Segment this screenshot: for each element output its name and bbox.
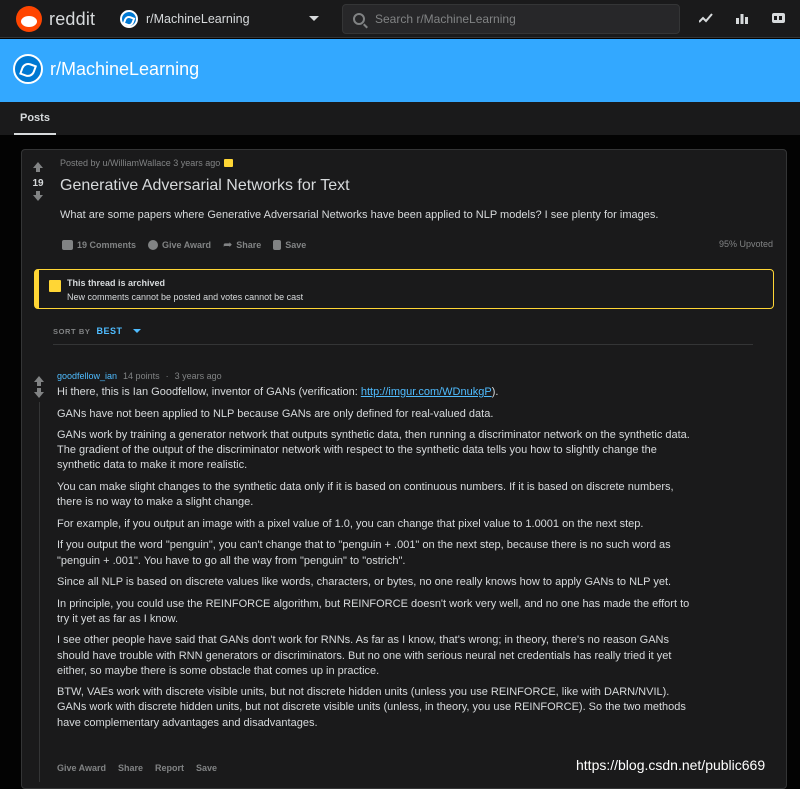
comment-paragraph: For example, if you output an image with a pixel value of 1.0, you can change that pixel value to 1.0001 on the next step. <box>57 517 644 530</box>
sort-value: BEST <box>96 326 123 336</box>
comment-paragraph: GANs have not been applied to NLP because GANs are only defined for real-valued data. <box>57 407 494 420</box>
upvote-icon[interactable] <box>33 162 43 168</box>
comment-paragraph: In principle, you could use the REINFORCE algorithm, but REINFORCE doesn't work very well, and no one has made the effort to try it yet as far as I know. <box>57 597 690 625</box>
archived-description: New comments cannot be posted and votes cannot be cast <box>67 292 304 302</box>
comment-actions <box>57 763 217 773</box>
sort-selector[interactable] <box>53 326 141 336</box>
community-banner <box>0 39 800 102</box>
comment-intro-end: ). <box>491 386 499 398</box>
post-meta-text: Posted by u/WilliamWallace 3 years ago <box>60 158 221 168</box>
comment-author[interactable]: goodfellow_ian <box>57 371 118 381</box>
search-icon <box>353 13 365 25</box>
divider <box>53 344 753 345</box>
community-tabs <box>0 102 800 135</box>
brand-wordmark: reddit <box>49 8 96 29</box>
comment-paragraph: GANs work by training a generator network that outputs synthetic data, then running a discriminator network on the synthetic data. The gradient of the output of the discriminator network with respect to the synthetic data tells you how to slightly change the synthetic data to make it more realistic. <box>57 429 690 472</box>
sort-label: SORT BY <box>53 326 91 336</box>
upvote-ratio: 95% Upvoted <box>718 239 773 249</box>
share-button[interactable] <box>221 238 263 251</box>
community-avatar-icon <box>13 54 43 84</box>
post-meta <box>60 158 233 168</box>
closed-captions-icon[interactable] <box>770 10 786 26</box>
search-bar[interactable] <box>342 4 680 34</box>
chevron-down-icon <box>309 16 319 21</box>
stats-icon[interactable] <box>734 10 750 26</box>
community-selector[interactable] <box>112 4 327 34</box>
comment-paragraph <box>57 385 697 400</box>
give-award-label: Give Award <box>162 239 212 250</box>
post-vote-column <box>22 158 54 201</box>
community-selector-label: r/MachineLearning <box>146 12 250 26</box>
save-label: Save <box>285 239 307 250</box>
comment-thread-line[interactable] <box>39 402 40 782</box>
comments-button[interactable] <box>60 238 138 251</box>
search-input[interactable] <box>375 12 665 26</box>
comment-paragraph: BTW, VAEs work with discrete visible units, but not discrete hidden units (unless you use REINFORCE, like with DARN/NVIL). GANs work with discrete hidden units, but not discrete visible units (unless, in theory, you use REINFORCE). So the two methods have complementary advantages and disadvantages. <box>57 686 686 729</box>
chevron-down-icon <box>133 329 141 333</box>
top-navigation-bar <box>0 0 800 38</box>
archived-title: This thread is archived <box>67 278 166 288</box>
comment-share-button[interactable]: Share <box>118 763 144 773</box>
reddit-logo[interactable] <box>16 6 95 32</box>
post-body: What are some papers where Generative Adversarial Networks have been applied to NLP models? I see plenty for images. <box>60 209 659 221</box>
community-icon <box>120 10 138 28</box>
comment-paragraph: If you output the word "penguin", you can't change that to "penguin + .001" on the next step, because there is no such word as "penguin + .001". You have to go all the way from "penguin" to "ostrich". <box>57 539 671 567</box>
archived-notice <box>34 269 774 309</box>
post-card <box>21 149 787 789</box>
share-icon: ➦ <box>223 239 233 251</box>
share-label: Share <box>236 239 262 250</box>
post-title[interactable]: Generative Adversarial Networks for Text <box>60 177 350 194</box>
comment-downvote-icon[interactable] <box>34 392 44 398</box>
archive-icon <box>224 159 233 167</box>
watermark: https://blog.csdn.net/public669 <box>576 757 766 773</box>
post-actions <box>60 238 308 251</box>
comment-paragraph: You can make slight changes to the synthetic data only if it is based on continuous numbers. If it is based on discrete numbers, there is no way to make a slight change. <box>57 481 674 509</box>
comment-give-award-button[interactable]: Give Award <box>57 763 107 773</box>
tab-posts[interactable]: Posts <box>14 102 56 135</box>
comment-body <box>57 385 697 737</box>
give-award-button[interactable] <box>146 238 213 251</box>
comment-icon <box>62 240 73 250</box>
bookmark-icon <box>273 240 281 250</box>
community-title: r/MachineLearning <box>50 59 200 79</box>
comment-separator: · <box>165 371 169 381</box>
comment-paragraph: I see other people have said that GANs don't work for RNNs. As far as I know, that's wrong; in theory, there's no reason GANs should have trouble with RNN generators or discriminators. But no one with serious neural net credentials has really tried it yet either, so maybe there is some obstacle that comes up in practice. <box>57 634 672 677</box>
comment-paragraph: Since all NLP is based on discrete values like words, characters, or bytes, no one really knows how to apply GANs to NLP yet. <box>57 576 672 589</box>
comment-header <box>57 371 222 381</box>
comment-points: 14 points <box>123 371 160 381</box>
comment-upvote-icon[interactable] <box>34 376 44 382</box>
comment-save-button[interactable]: Save <box>196 763 218 773</box>
comment-report-button[interactable]: Report <box>155 763 185 773</box>
verification-link[interactable]: http://imgur.com/WDnukgP <box>360 386 492 398</box>
snoo-icon <box>16 6 42 32</box>
comments-label: 19 Comments <box>77 239 137 250</box>
award-icon <box>148 240 158 250</box>
post-score: 19 <box>32 178 44 189</box>
archive-box-icon <box>49 280 61 292</box>
save-button[interactable] <box>271 238 308 251</box>
trending-icon[interactable] <box>698 10 714 26</box>
comment-vote-column <box>32 372 46 398</box>
comment-intro-text: Hi there, this is Ian Goodfellow, inventor of GANs (verification: <box>57 386 361 398</box>
header-icons <box>698 10 786 26</box>
downvote-icon[interactable] <box>33 195 43 201</box>
comment-time[interactable]: 3 years ago <box>174 371 222 381</box>
